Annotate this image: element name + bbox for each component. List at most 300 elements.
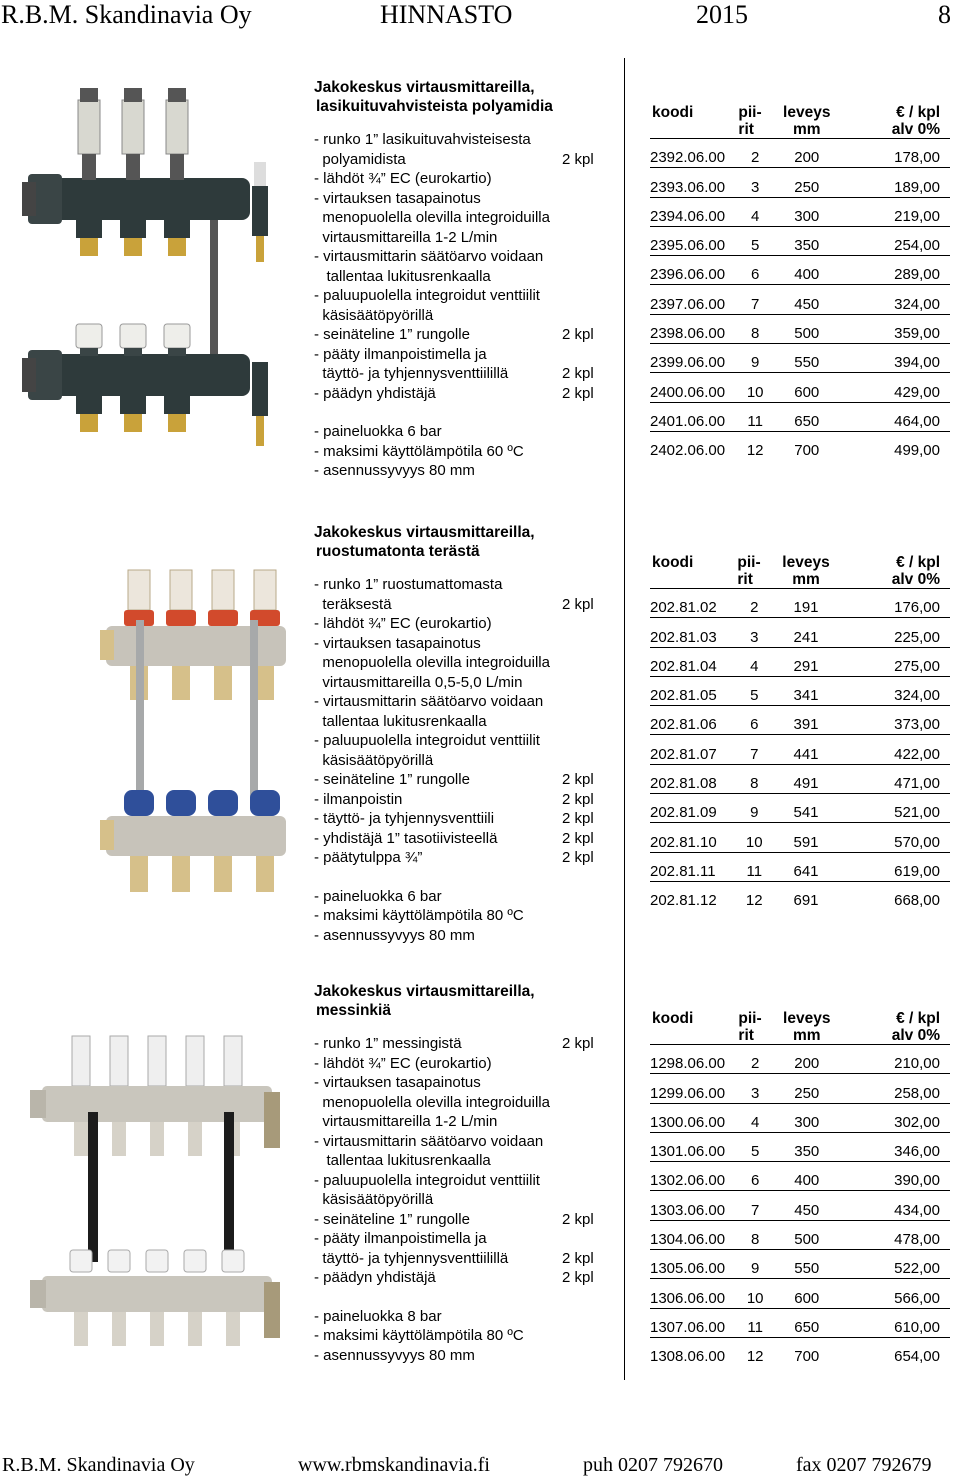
cell-code: 1304.06.00 xyxy=(650,1220,734,1249)
description-text: - seinäteline 1” rungolle xyxy=(314,771,470,788)
description-line xyxy=(314,130,614,150)
footer-fax: fax 0207 792679 xyxy=(796,1454,932,1476)
cell-price: 225,00 xyxy=(837,618,950,647)
description-line xyxy=(314,614,614,634)
cell-width: 491 xyxy=(775,764,837,793)
description-line xyxy=(314,306,614,326)
cell-width: 200 xyxy=(776,139,838,168)
description-line xyxy=(314,325,614,345)
column-divider xyxy=(624,58,625,1380)
description-text: virtausmittareilla 1-2 L/min xyxy=(314,228,498,246)
cell-circuits: 11 xyxy=(734,402,776,431)
quantity-label: 2 kpl xyxy=(562,790,594,808)
description-line xyxy=(314,1112,614,1132)
cell-price: 499,00 xyxy=(838,431,950,460)
cell-price: 668,00 xyxy=(837,881,950,910)
quantity-label: 2 kpl xyxy=(562,150,594,168)
cell-code: 1308.06.00 xyxy=(650,1337,734,1366)
cell-price: 566,00 xyxy=(838,1279,950,1308)
cell-circuits: 3 xyxy=(734,168,776,197)
description-text: menopuolella olevilla integroiduilla xyxy=(314,209,550,226)
description-line xyxy=(314,1151,614,1171)
table-header-row xyxy=(650,104,950,139)
cell-code: 1303.06.00 xyxy=(650,1191,734,1220)
cell-width: 500 xyxy=(776,314,838,343)
stainless-manifold-image xyxy=(100,560,290,930)
cell-width: 191 xyxy=(775,589,837,618)
description-text: - päädyn yhdistäjä xyxy=(314,384,436,402)
cell-width: 650 xyxy=(776,1308,838,1337)
cell-width: 600 xyxy=(776,1279,838,1308)
cell-price: 254,00 xyxy=(838,226,950,255)
description-line xyxy=(314,926,614,946)
description-text: - lähdöt ¾” EC (eurokartio) xyxy=(314,615,492,632)
description-line xyxy=(314,1073,614,1093)
table-row xyxy=(650,226,950,255)
cell-code: 202.81.05 xyxy=(650,676,733,705)
description-line xyxy=(314,1190,614,1210)
cell-width: 300 xyxy=(776,1103,838,1132)
description-text: - seinäteline 1” rungolle xyxy=(314,1210,470,1228)
cell-circuits: 8 xyxy=(734,314,776,343)
cell-price: 394,00 xyxy=(838,344,950,373)
cell-price: 429,00 xyxy=(838,373,950,402)
quantity-label: 2 kpl xyxy=(562,810,594,827)
table-row xyxy=(650,1074,950,1103)
table-row xyxy=(650,764,950,793)
cell-price: 346,00 xyxy=(838,1132,950,1161)
column-header: pii- rit xyxy=(738,1010,762,1044)
table-row xyxy=(650,344,950,373)
description-text: virtausmittareilla 0,5-5,0 L/min xyxy=(314,673,523,691)
footer-phone: puh 0207 792670 xyxy=(583,1454,723,1476)
table-row xyxy=(650,168,950,197)
cell-circuits: 2 xyxy=(734,139,776,168)
product-title: Jakokeskus virtausmittareilla, ruostumatonta terästä xyxy=(314,524,535,560)
cell-price: 570,00 xyxy=(837,823,950,852)
cell-price: 478,00 xyxy=(838,1220,950,1249)
description-line xyxy=(314,809,614,829)
table-header-row xyxy=(650,1010,950,1045)
quantity-label: 2 kpl xyxy=(562,384,594,402)
cell-code: 2396.06.00 xyxy=(650,256,734,285)
description-line xyxy=(314,712,614,732)
description-line xyxy=(314,228,614,248)
page-header xyxy=(0,0,960,30)
cell-circuits: 2 xyxy=(734,1045,776,1074)
cell-code: 2399.06.00 xyxy=(650,344,734,373)
cell-price: 178,00 xyxy=(838,139,950,168)
quantity-label: 2 kpl xyxy=(562,829,594,847)
cell-code: 202.81.09 xyxy=(650,794,733,823)
cell-price: 521,00 xyxy=(837,794,950,823)
quantity-label: 2 kpl xyxy=(562,365,594,382)
cell-price: 422,00 xyxy=(837,735,950,764)
product-description xyxy=(314,982,614,1365)
cell-circuits: 5 xyxy=(734,1132,776,1161)
description-text: - runko 1” messingistä xyxy=(314,1035,462,1052)
header-page-number: 8 xyxy=(938,0,951,29)
cell-width: 241 xyxy=(775,618,837,647)
description-text: käsisäätöpyörillä xyxy=(314,306,434,324)
description-line xyxy=(314,461,614,481)
cell-circuits: 6 xyxy=(733,706,775,735)
description-text: teräksestä xyxy=(314,595,392,613)
table-row xyxy=(650,1279,950,1308)
description-line xyxy=(314,1346,614,1366)
cell-width: 450 xyxy=(776,1191,838,1220)
description-line xyxy=(314,150,614,170)
cell-circuits: 9 xyxy=(734,344,776,373)
description-line xyxy=(314,692,614,712)
cell-price: 619,00 xyxy=(837,852,950,881)
description-text: - asennussyvyys 80 mm xyxy=(314,462,475,479)
description-text: - virtauksen tasapainotus xyxy=(314,1074,481,1091)
cell-width: 641 xyxy=(775,852,837,881)
cell-width: 250 xyxy=(776,1074,838,1103)
description-text: - täyttö- ja tyhjennysventtiili xyxy=(314,810,495,827)
description-text: - asennussyvyys 80 mm xyxy=(314,926,475,944)
cell-price: 610,00 xyxy=(838,1308,950,1337)
description-line xyxy=(314,384,614,404)
description-text: - paineluokka 6 bar xyxy=(314,887,442,905)
description-text: - yhdistäjä 1” tasotiivisteellä xyxy=(314,829,498,847)
cell-code: 202.81.08 xyxy=(650,764,733,793)
cell-code: 202.81.03 xyxy=(650,618,733,647)
description-text: - pääty ilmanpoistimella ja xyxy=(314,345,487,363)
description-text: - maksimi käyttölämpötila 80 ºC xyxy=(314,1327,524,1344)
table-row xyxy=(650,735,950,764)
table-row xyxy=(650,431,950,460)
cell-width: 700 xyxy=(776,431,838,460)
cell-circuits: 3 xyxy=(734,1074,776,1103)
price-table xyxy=(650,554,950,910)
cell-price: 324,00 xyxy=(838,285,950,314)
cell-price: 654,00 xyxy=(838,1337,950,1366)
cell-code: 1301.06.00 xyxy=(650,1132,734,1161)
cell-circuits: 7 xyxy=(733,735,775,764)
column-header: € / kpl alv 0% xyxy=(891,104,940,138)
description-line xyxy=(314,442,614,462)
cell-price: 302,00 xyxy=(838,1103,950,1132)
table-row xyxy=(650,373,950,402)
description-line xyxy=(314,653,614,673)
description-line xyxy=(314,345,614,365)
cell-circuits: 4 xyxy=(734,197,776,226)
cell-circuits: 9 xyxy=(734,1250,776,1279)
table-row xyxy=(650,402,950,431)
cell-width: 200 xyxy=(776,1045,838,1074)
cell-circuits: 7 xyxy=(734,1191,776,1220)
cell-width: 600 xyxy=(776,373,838,402)
description-text: - virtauksen tasapainotus xyxy=(314,634,481,652)
description-line xyxy=(314,595,614,615)
description-line xyxy=(314,1210,614,1230)
cell-price: 464,00 xyxy=(838,402,950,431)
product-description xyxy=(314,78,614,481)
column-header: pii- rit xyxy=(737,554,761,588)
page-footer xyxy=(0,1454,960,1480)
column-header: leveys mm xyxy=(783,1010,831,1044)
cell-width: 500 xyxy=(776,1220,838,1249)
description-line xyxy=(314,1054,614,1074)
description-line xyxy=(314,208,614,228)
description-line xyxy=(314,267,614,287)
cell-width: 300 xyxy=(776,197,838,226)
price-table xyxy=(650,1010,950,1366)
description-text: tallentaa lukitusrenkaalla xyxy=(314,267,491,285)
cell-price: 275,00 xyxy=(837,647,950,676)
cell-circuits: 6 xyxy=(734,256,776,285)
cell-circuits: 4 xyxy=(733,647,775,676)
cell-price: 434,00 xyxy=(838,1191,950,1220)
footer-website[interactable]: www.rbmskandinavia.fi xyxy=(298,1454,490,1476)
description-text: menopuolella olevilla integroiduilla xyxy=(314,654,550,671)
column-header: pii- rit xyxy=(738,104,762,138)
description-text: - paineluokka 6 bar xyxy=(314,423,442,440)
cell-circuits: 10 xyxy=(734,373,776,402)
description-text: - maksimi käyttölämpötila 80 ºC xyxy=(314,907,524,924)
description-line xyxy=(314,906,614,926)
cell-circuits: 3 xyxy=(733,618,775,647)
table-row xyxy=(650,139,950,168)
description-text: - maksimi käyttölämpötila 60 ºC xyxy=(314,442,524,460)
description-text: tallentaa lukitusrenkaalla xyxy=(314,712,487,730)
description-line xyxy=(314,247,614,267)
description-line xyxy=(314,634,614,654)
description-text: - runko 1” ruostumattomasta xyxy=(314,576,503,593)
cell-width: 691 xyxy=(775,881,837,910)
table-row xyxy=(650,1132,950,1161)
cell-width: 450 xyxy=(776,285,838,314)
cell-width: 350 xyxy=(776,1132,838,1161)
description-text: täyttö- ja tyhjennysventtiilillä xyxy=(314,1249,509,1267)
table-row xyxy=(650,1045,950,1074)
description-text: käsisäätöpyörillä xyxy=(314,751,434,769)
cell-code: 1300.06.00 xyxy=(650,1103,734,1132)
cell-price: 219,00 xyxy=(838,197,950,226)
column-header: € / kpl alv 0% xyxy=(891,1010,940,1044)
description-text: - paineluokka 8 bar xyxy=(314,1307,442,1325)
footer-company: R.B.M. Skandinavia Oy xyxy=(2,1454,195,1476)
description-text: polyamidista xyxy=(314,150,406,168)
table-row xyxy=(650,1250,950,1279)
column-header: leveys mm xyxy=(783,104,831,138)
cell-circuits: 8 xyxy=(733,764,775,793)
header-year: 2015 xyxy=(696,0,748,29)
cell-width: 350 xyxy=(776,226,838,255)
cell-width: 550 xyxy=(776,1250,838,1279)
cell-code: 1305.06.00 xyxy=(650,1250,734,1279)
table-row xyxy=(650,1191,950,1220)
cell-code: 2400.06.00 xyxy=(650,373,734,402)
cell-circuits: 7 xyxy=(734,285,776,314)
cell-circuits: 11 xyxy=(734,1308,776,1337)
header-company: R.B.M. Skandinavia Oy xyxy=(1,0,252,29)
table-row xyxy=(650,1162,950,1191)
description-line xyxy=(314,887,614,907)
cell-width: 541 xyxy=(775,794,837,823)
description-text: - asennussyvyys 80 mm xyxy=(314,1346,475,1364)
cell-code: 1298.06.00 xyxy=(650,1045,734,1074)
column-header: leveys mm xyxy=(782,554,830,588)
description-text: - seinäteline 1” rungolle xyxy=(314,326,470,343)
description-text: - paluupuolella integroidut venttiilit xyxy=(314,1171,540,1189)
table-row xyxy=(650,589,950,618)
header-title: HINNASTO xyxy=(380,0,513,29)
cell-price: 522,00 xyxy=(838,1250,950,1279)
description-text: - lähdöt ¾” EC (eurokartio) xyxy=(314,1054,492,1072)
description-text: käsisäätöpyörillä xyxy=(314,1191,434,1208)
description-text: - runko 1” lasikuituvahvisteisesta xyxy=(314,131,531,148)
cell-width: 550 xyxy=(776,344,838,373)
description-line xyxy=(314,1307,614,1327)
table-row xyxy=(650,676,950,705)
description-line xyxy=(314,1171,614,1191)
description-text: - päätytulppa ¾” xyxy=(314,849,423,866)
table-row xyxy=(650,823,950,852)
description-line xyxy=(314,286,614,306)
description-line xyxy=(314,770,614,790)
table-row xyxy=(650,1308,950,1337)
cell-code: 202.81.02 xyxy=(650,589,733,618)
description-line xyxy=(314,751,614,771)
description-line xyxy=(314,1229,614,1249)
description-line xyxy=(314,829,614,849)
description-line xyxy=(314,1034,614,1054)
cell-price: 176,00 xyxy=(837,589,950,618)
cell-width: 591 xyxy=(775,823,837,852)
description-line xyxy=(314,422,614,442)
table-row xyxy=(650,618,950,647)
description-line xyxy=(314,1249,614,1269)
cell-circuits: 4 xyxy=(734,1103,776,1132)
description-text: - virtauksen tasapainotus xyxy=(314,189,481,207)
cell-code: 2398.06.00 xyxy=(650,314,734,343)
cell-price: 359,00 xyxy=(838,314,950,343)
cell-price: 189,00 xyxy=(838,168,950,197)
table-row xyxy=(650,647,950,676)
description-text: - lähdöt ¾” EC (eurokartio) xyxy=(314,170,492,187)
description-text: - päädyn yhdistäjä xyxy=(314,1269,436,1286)
cell-width: 400 xyxy=(776,256,838,285)
description-line xyxy=(314,169,614,189)
brass-manifold-image xyxy=(28,1022,290,1382)
description-text: - virtausmittarin säätöarvo voidaan xyxy=(314,693,544,710)
description-line xyxy=(314,848,614,868)
column-header: koodi xyxy=(652,554,694,571)
description-line xyxy=(314,1326,614,1346)
cell-circuits: 10 xyxy=(734,1279,776,1308)
product-title: Jakokeskus virtausmittareilla, messinkiä xyxy=(314,983,535,1019)
description-line xyxy=(314,364,614,384)
cell-price: 258,00 xyxy=(838,1074,950,1103)
cell-circuits: 6 xyxy=(734,1162,776,1191)
cell-circuits: 8 xyxy=(734,1220,776,1249)
cell-width: 441 xyxy=(775,735,837,764)
cell-circuits: 12 xyxy=(734,431,776,460)
quantity-label: 2 kpl xyxy=(562,326,594,343)
product-description xyxy=(314,523,614,945)
cell-code: 2401.06.00 xyxy=(650,402,734,431)
quantity-label: 2 kpl xyxy=(562,771,594,788)
cell-code: 2402.06.00 xyxy=(650,431,734,460)
cell-width: 700 xyxy=(776,1337,838,1366)
table-row xyxy=(650,285,950,314)
description-text: - virtausmittarin säätöarvo voidaan xyxy=(314,248,544,265)
quantity-label: 2 kpl xyxy=(562,1269,594,1286)
table-row xyxy=(650,256,950,285)
cell-circuits: 9 xyxy=(733,794,775,823)
quantity-label: 2 kpl xyxy=(562,1035,594,1052)
table-row xyxy=(650,1220,950,1249)
cell-price: 390,00 xyxy=(838,1162,950,1191)
description-text: virtausmittareilla 1-2 L/min xyxy=(314,1113,498,1130)
cell-code: 2397.06.00 xyxy=(650,285,734,314)
table-row xyxy=(650,852,950,881)
cell-price: 210,00 xyxy=(838,1045,950,1074)
description-line xyxy=(314,1268,614,1288)
description-text: - virtausmittarin säätöarvo voidaan xyxy=(314,1132,544,1150)
description-text: menopuolella olevilla integroiduilla xyxy=(314,1093,550,1111)
table-row xyxy=(650,1337,950,1366)
cell-code: 1307.06.00 xyxy=(650,1308,734,1337)
cell-code: 202.81.12 xyxy=(650,881,733,910)
column-header: koodi xyxy=(652,104,694,121)
table-row xyxy=(650,1103,950,1132)
table-header-row xyxy=(650,554,950,589)
cell-code: 202.81.10 xyxy=(650,823,733,852)
cell-circuits: 5 xyxy=(734,226,776,255)
description-line xyxy=(314,673,614,693)
description-text: - pääty ilmanpoistimella ja xyxy=(314,1230,487,1247)
table-row xyxy=(650,197,950,226)
cell-width: 391 xyxy=(775,706,837,735)
table-row xyxy=(650,706,950,735)
product-title: Jakokeskus virtausmittareilla, lasikuituvahvisteista polyamidia xyxy=(314,79,553,115)
cell-circuits: 2 xyxy=(733,589,775,618)
description-line xyxy=(314,575,614,595)
description-text: - paluupuolella integroidut venttiilit xyxy=(314,732,540,749)
cell-price: 373,00 xyxy=(837,706,950,735)
cell-code: 1299.06.00 xyxy=(650,1074,734,1103)
cell-width: 400 xyxy=(776,1162,838,1191)
cell-code: 202.81.06 xyxy=(650,706,733,735)
description-text: - paluupuolella integroidut venttiilit xyxy=(314,287,540,304)
cell-code: 2395.06.00 xyxy=(650,226,734,255)
cell-width: 250 xyxy=(776,168,838,197)
description-text: tallentaa lukitusrenkaalla xyxy=(314,1152,491,1169)
cell-code: 2393.06.00 xyxy=(650,168,734,197)
description-line xyxy=(314,189,614,209)
description-text: - ilmanpoistin xyxy=(314,790,403,808)
cell-price: 324,00 xyxy=(837,676,950,705)
quantity-label: 2 kpl xyxy=(562,1210,594,1228)
cell-price: 289,00 xyxy=(838,256,950,285)
price-table xyxy=(650,104,950,460)
column-header: koodi xyxy=(652,1010,694,1027)
cell-circuits: 12 xyxy=(733,881,775,910)
description-line xyxy=(314,1132,614,1152)
cell-code: 202.81.11 xyxy=(650,852,733,881)
table-row xyxy=(650,794,950,823)
cell-circuits: 10 xyxy=(733,823,775,852)
cell-code: 202.81.07 xyxy=(650,735,733,764)
cell-width: 650 xyxy=(776,402,838,431)
description-line xyxy=(314,1093,614,1113)
cell-code: 202.81.04 xyxy=(650,647,733,676)
description-text: täyttö- ja tyhjennysventtiilillä xyxy=(314,365,509,382)
